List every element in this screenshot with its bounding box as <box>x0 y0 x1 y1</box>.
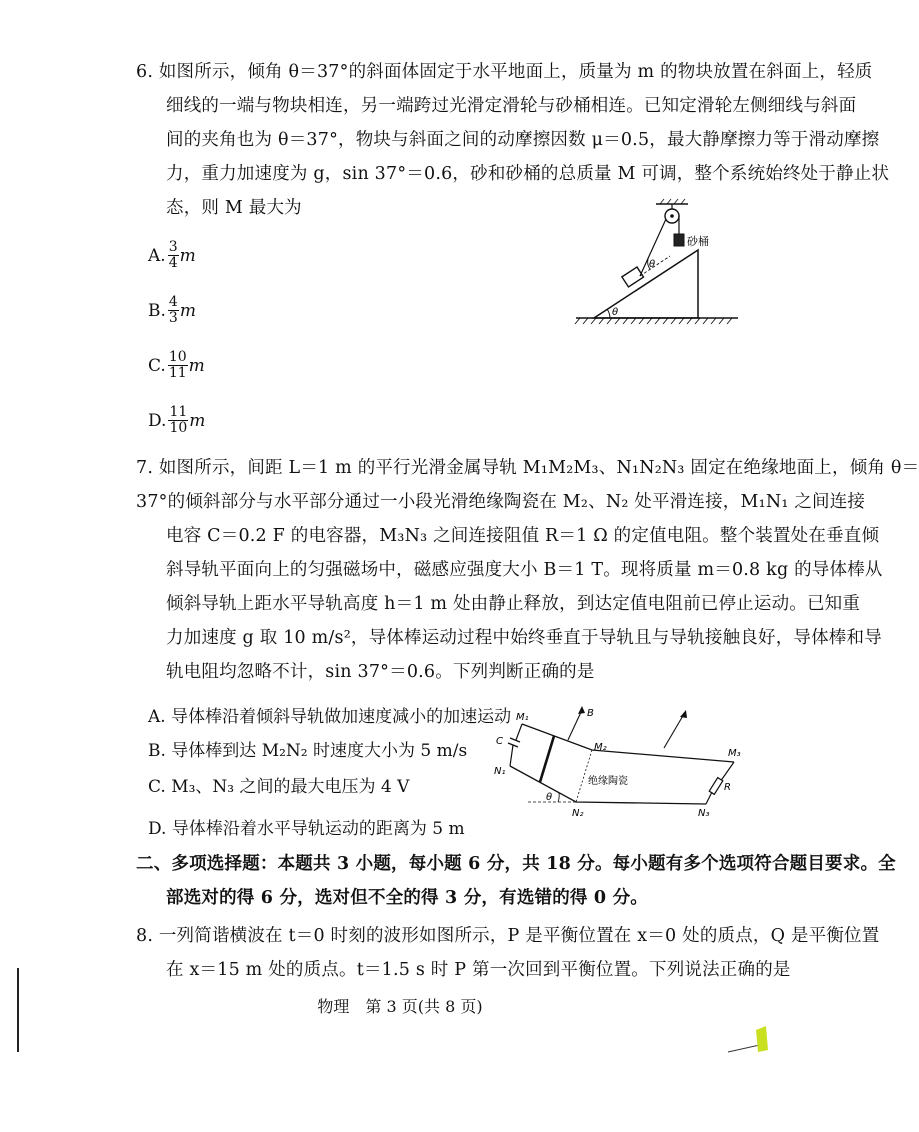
option-label: C. <box>148 355 166 376</box>
resistor-icon <box>709 778 723 795</box>
b-arrow-head-1 <box>578 706 585 714</box>
rail-m <box>522 724 734 762</box>
wire-resistor-bottom <box>706 792 712 804</box>
fraction <box>168 240 179 271</box>
rail-angle-arc <box>558 793 559 802</box>
q7-line-4: 斜导轨平面向上的匀强磁场中，磁感应强度大小 B＝1 T。现将质量 m＝0.8 kg 的导体棒从 <box>166 560 883 580</box>
scan-corner-mark <box>726 1024 770 1058</box>
q6-option-d[interactable] <box>148 405 205 436</box>
label-m3: M₃ <box>728 748 741 759</box>
q6-line-5: 态，则 M 最大为 <box>166 198 302 218</box>
q6-line-4: 力，重力加速度为 g，sin 37°＝0.6，砂和砂桶的总质量 M 可调，整个系统始终处于静止状 <box>166 164 890 184</box>
q7-line-1: 7. 如图所示，间距 L＝1 m 的平行光滑金属导轨 M₁M₂M₃、N₁N₂N₃ 固定在绝缘地面上，倾角 θ＝ <box>136 458 919 478</box>
wire-capacitor-top <box>516 724 522 740</box>
option-variable: m <box>188 355 205 376</box>
q6-option-b[interactable] <box>148 295 196 326</box>
numerator: 4 <box>168 294 178 310</box>
section-2-line-2: 部选对的得 6 分，选对但不全的得 3 分，有选错的得 0 分。 <box>166 888 648 908</box>
denominator: 10 <box>169 420 188 436</box>
fraction <box>168 350 188 381</box>
q7-option-a[interactable]: A. 导体棒沿着倾斜导轨做加速度减小的加速运动 <box>148 707 512 727</box>
q7-line-3: 电容 C＝0.2 F 的电容器，M₃N₃ 之间连接阻值 R＝1 Ω 的定值电阻。整个装置处在垂直倾 <box>166 526 880 546</box>
numerator: 3 <box>168 239 178 255</box>
resistor-label: R <box>724 782 731 793</box>
q8-line-1: 8. 一列简谐横波在 t＝0 时刻的波形如图所示，P 是平衡位置在 x＝0 处的质点，Q 是平衡位置 <box>136 926 880 946</box>
b-field-label: B <box>587 708 594 719</box>
label-n3: N₃ <box>698 808 710 819</box>
q7-line-7: 轨电阻均忽略不计，sin 37°＝0.6。下列判断正确的是 <box>166 662 595 682</box>
b-field-arrow-2 <box>664 714 684 748</box>
page-footer: 物理 第 3 页(共 8 页) <box>317 997 483 1016</box>
label-n1: N₁ <box>494 766 506 777</box>
q6-option-a[interactable] <box>148 240 196 271</box>
q7-option-d[interactable]: D. 导体棒沿着水平导轨运动的距离为 5 m <box>148 819 465 839</box>
ceiling-hatching <box>660 199 685 204</box>
q6-line-2: 细线的一端与物块相连，另一端跨过光滑定滑轮与砂桶相连。已知定滑轮左侧细线与斜面 <box>166 96 857 116</box>
block-icon <box>622 267 644 287</box>
incline-pulley-figure <box>570 196 750 330</box>
q7-option-c[interactable]: C. M₃、N₃ 之间的最大电压为 4 V <box>148 777 410 797</box>
option-variable: m <box>179 245 196 266</box>
denominator: 11 <box>168 365 187 381</box>
option-label: A. <box>148 245 166 266</box>
ground-hatching <box>575 318 732 324</box>
scan-mark-left <box>17 968 19 1052</box>
sand-bucket-icon <box>674 234 684 246</box>
ceramic-label: 绝缘陶瓷 <box>588 776 628 787</box>
wire-resistor-top <box>720 762 734 782</box>
q7-line-5: 倾斜导轨上距水平导轨高度 h＝1 m 处由静止释放，到达定值电阻前已停止运动。已知重 <box>166 594 861 614</box>
base-angle-label: θ <box>612 307 619 318</box>
base-angle-arc <box>607 309 610 318</box>
bucket-label: 砂桶 <box>687 235 709 248</box>
rope-angle-label: θ <box>649 259 656 270</box>
pulley-axle <box>670 214 674 218</box>
capacitor-plate-top <box>510 738 520 742</box>
denominator: 4 <box>168 255 178 271</box>
b-arrow-head-2 <box>680 710 687 718</box>
capacitor-label: C <box>496 736 503 747</box>
q7-line-2: 37°的倾斜部分与水平部分通过一小段光滑绝缘陶瓷在 M₂、N₂ 处平滑连接，M₁N₁ 之间连接 <box>136 492 866 512</box>
fraction <box>168 405 188 436</box>
q6-line-1: 6. 如图所示，倾角 θ＝37°的斜面体固定于水平地面上，质量为 m 的物块放置在斜面上，轻质 <box>136 62 873 82</box>
label-m1: M₁ <box>516 712 529 723</box>
q7-line-6: 力加速度 g 取 10 m/s²，导体棒运动过程中始终垂直于导轨且与导轨接触良好，导体棒和导 <box>166 628 882 648</box>
section-2-line-1: 二、多项选择题：本题共 3 小题，每小题 6 分，共 18 分。每小题有多个选项符合题目要求。全 <box>136 854 896 874</box>
incline-body <box>594 250 698 318</box>
option-variable: m <box>189 410 206 431</box>
wire-capacitor-bottom <box>510 745 513 766</box>
fraction <box>168 295 179 326</box>
b-field-arrow-1 <box>568 710 582 740</box>
option-label: D. <box>148 410 167 431</box>
option-label: B. <box>148 300 166 321</box>
option-variable: m <box>179 300 196 321</box>
numerator: 11 <box>169 404 188 420</box>
q6-line-3: 间的夹角也为 θ＝37°，物块与斜面之间的动摩擦因数 μ＝0.5，最大静摩擦力等于滑动摩擦 <box>166 130 880 150</box>
rail-angle-label: θ <box>546 792 553 803</box>
conductor-rod <box>540 736 554 782</box>
numerator: 10 <box>168 349 187 365</box>
label-n2: N₂ <box>572 808 584 819</box>
label-m2: M₂ <box>594 742 607 753</box>
q7-option-b[interactable]: B. 导体棒到达 M₂N₂ 时速度大小为 5 m/s <box>148 741 468 761</box>
denominator: 3 <box>168 310 178 326</box>
q6-option-c[interactable] <box>148 350 205 381</box>
q8-line-2: 在 x＝15 m 处的质点。t＝1.5 s 时 P 第一次回到平衡位置。下列说法正确的是 <box>166 960 791 980</box>
rail-circuit-figure <box>488 702 750 826</box>
